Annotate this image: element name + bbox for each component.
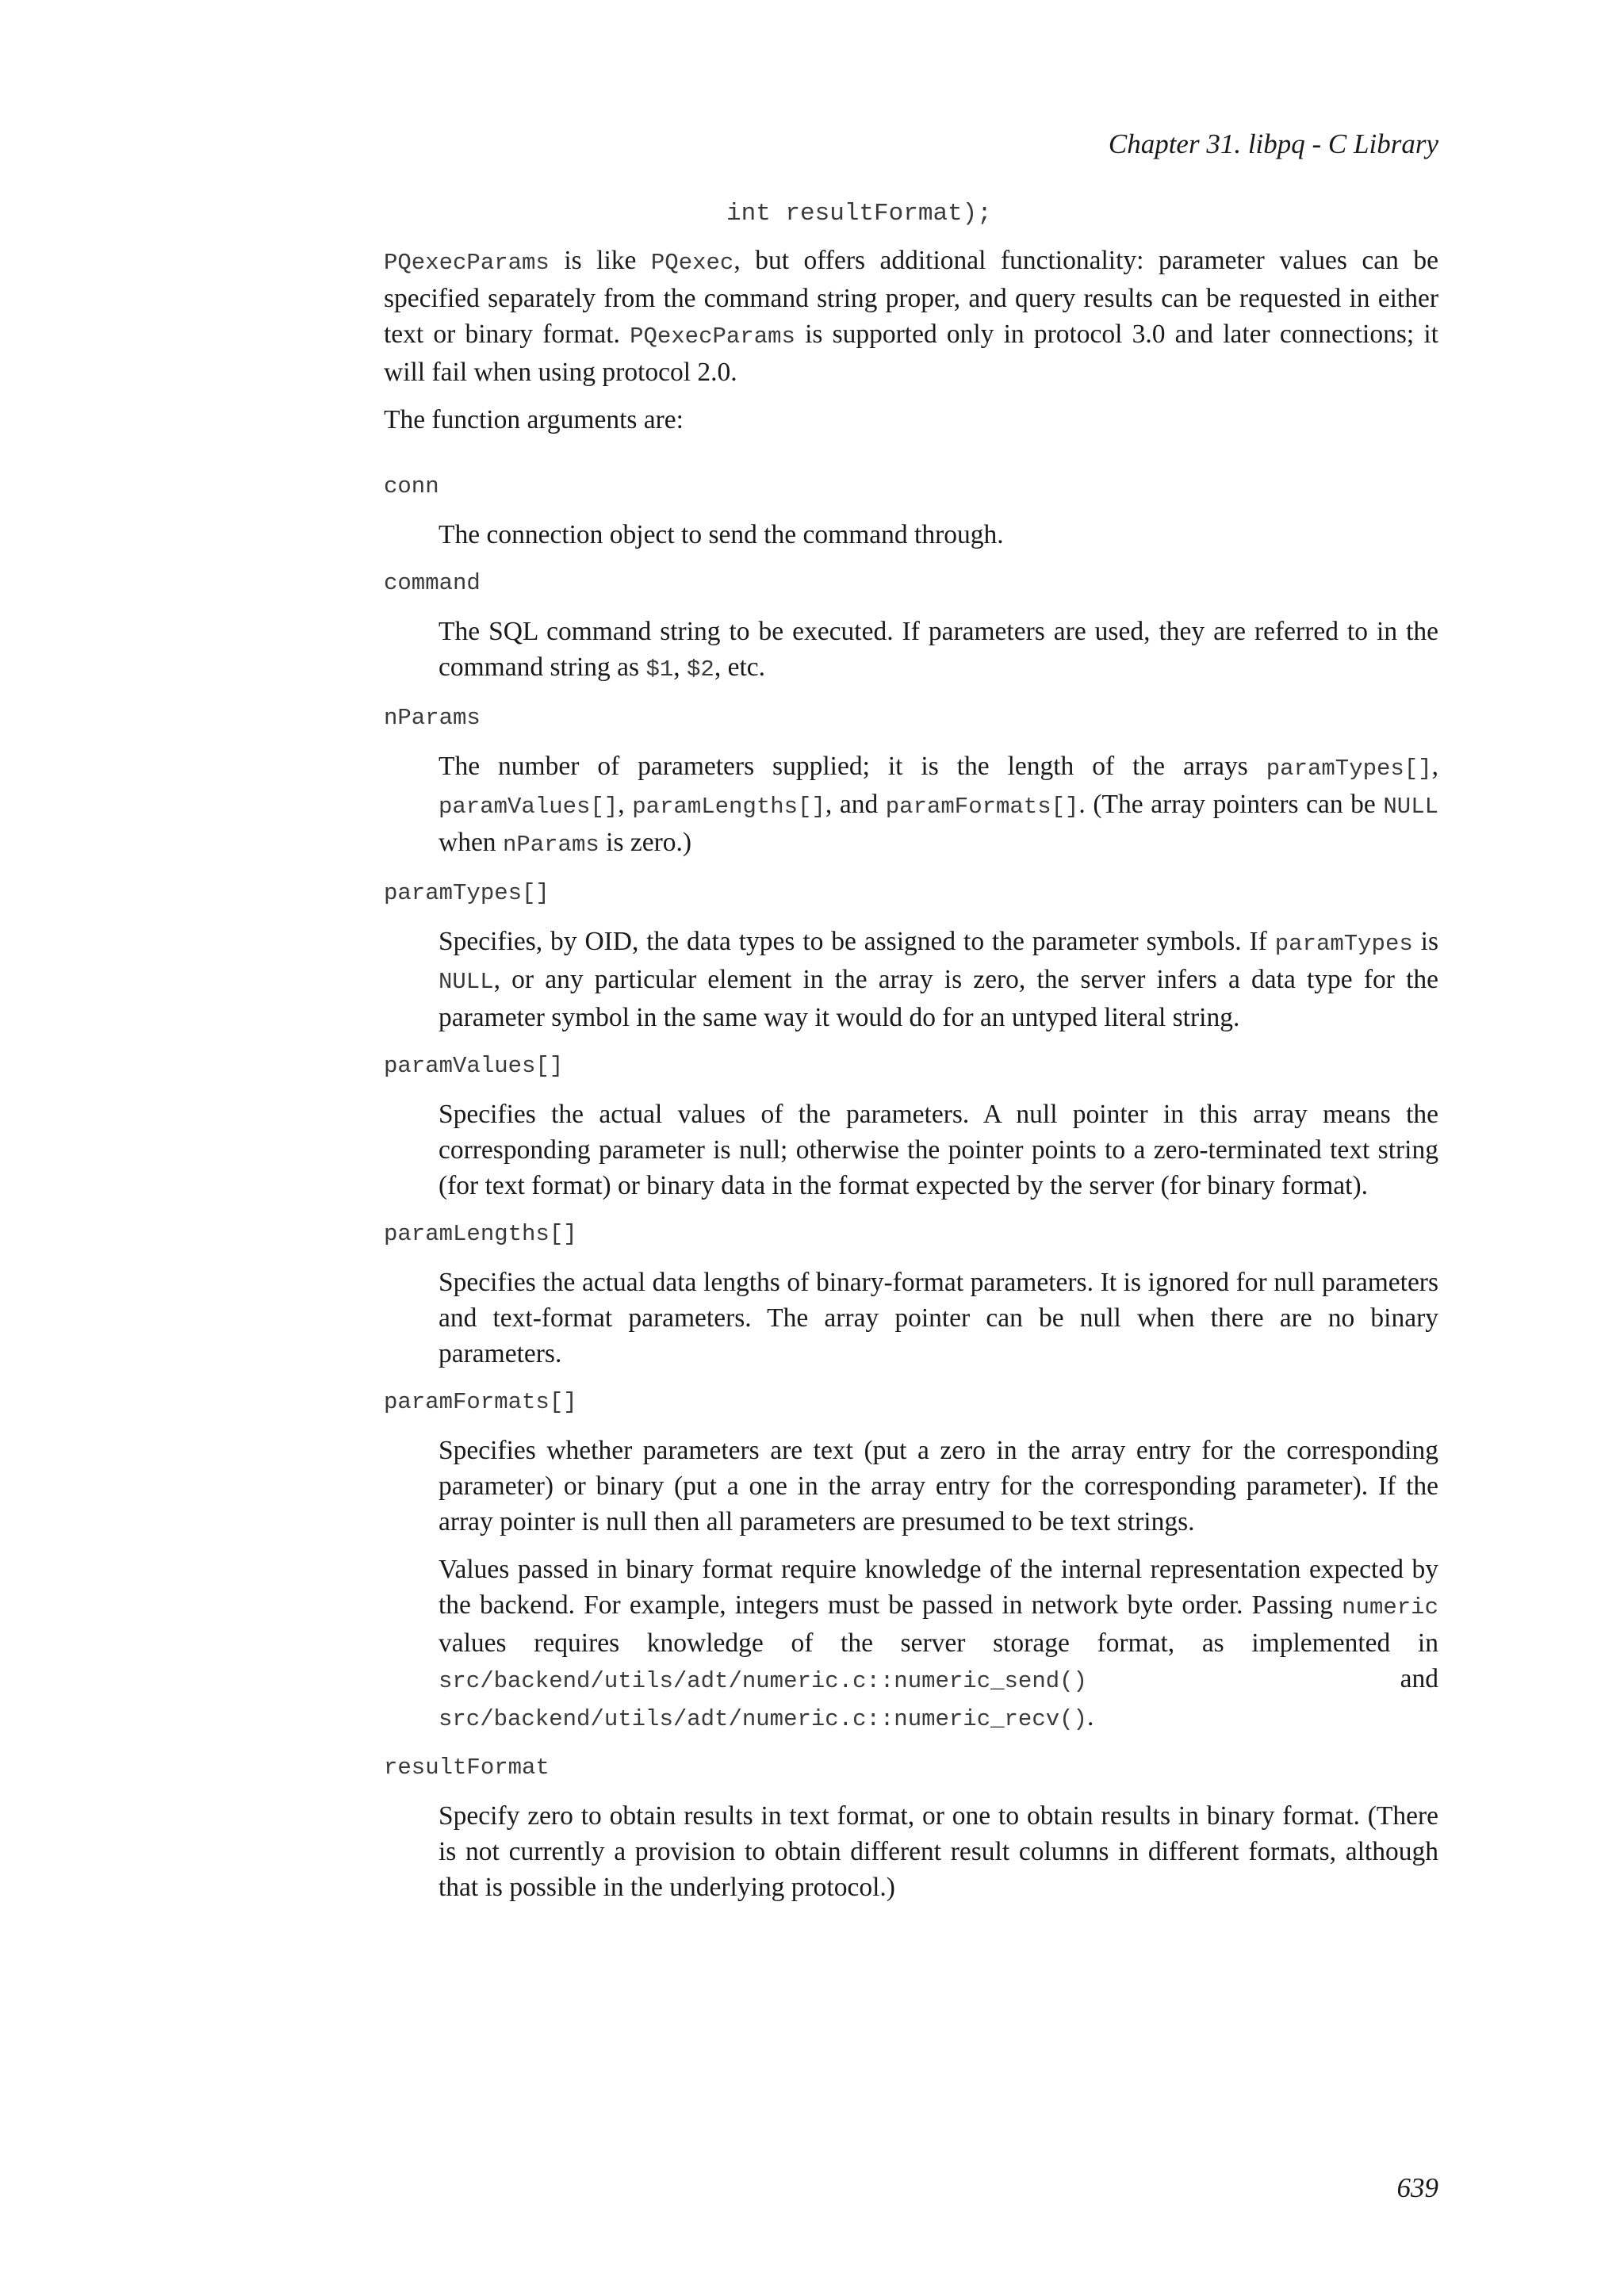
intro-paragraph: PQexecParams is like PQexec, but offers additional functionality: parameter values can be specified separately from the command string proper, and query results can be requested in either text or binary format. PQexecParams is supported only in protocol 3.0 and later connections; it will fail when using protocol 2.0. [384,246,1439,387]
argument-term-conn: conn [384,473,439,499]
argument-desc-paramformats: Specifies whether parameters are text (put a zero in the array entry for the corresponding parameter) or binary (put a one in the array entry for the corresponding parameter). If the array pointer is null then all parameters are presumed to be text strings. Values passed in binary format require knowledge of the internal representation expected by the backend. For example, integers must be passed in network byte order. Passing numeric values requires knowledge of the server storage format, as implemented in src/backend/utils/adt/numeric.c::numeric_send() and src/backend/utils/adt/numeric.c::numeric_recv(). [439,1436,1438,1732]
arguments-lead: The function arguments are: [384,405,684,434]
argument-desc-resultformat: Specify zero to obtain results in text format, or one to obtain results in binary format. (There is not currently a provision to obtain different result columns in different formats, although that is possible in the underlying protocol.) [439,1801,1438,1902]
running-header: Chapter 31. libpq - C Library [1108,128,1438,159]
main-content [384,243,1438,1920]
function-signature-tail: int resultFormat); [726,200,992,228]
argument-term-resultformat: resultFormat [384,1755,550,1781]
argument-term-paramvalues: paramValues[] [384,1053,564,1079]
function-name: PQexecParams [630,323,795,350]
argument-desc-command: The SQL command string to be executed. If parameters are used, they are referred to in the command string as $1, $2, etc. [439,617,1438,683]
argument-desc-paramvalues: Specifies the actual values of the parameters. A null pointer in this array means the corresponding parameter is null; otherwise the pointer points to a zero-terminated text string (for text format) or binary data in the format expected by the server (for binary format). [439,1100,1438,1200]
function-name: PQexec [650,250,734,276]
argument-desc-nparams: The number of parameters supplied; it is the length of the arrays paramTypes[], paramValues[], paramLengths[], and paramFormats[]. (The array pointers can be NULL when nParams is zero.) [439,752,1439,858]
argument-desc-conn: The connection object to send the command through. [439,520,1004,549]
argument-list [384,471,1438,1905]
argument-term-paramlengths: paramLengths[] [384,1221,577,1247]
argument-term-paramformats: paramFormats[] [384,1389,577,1415]
argument-term-command: command [384,570,481,596]
argument-desc-paramlengths: Specifies the actual data lengths of binary-format parameters. It is ignored for null parameters and text-format parameters. The array pointer can be null when there are no binary parameters. [439,1268,1438,1368]
page-number: 639 [1396,2172,1438,2203]
document-page [384,0,1438,2296]
argument-term-paramtypes: paramTypes[] [384,880,550,906]
function-name: PQexecParams [384,250,550,276]
argument-desc-paramtypes: Specifies, by OID, the data types to be assigned to the parameter symbols. If paramTypes is NULL, or any particular element in the array is zero, the server infers a data type for the parameter symbol in the same way it would do for an untyped literal string. [439,927,1438,1032]
argument-term-nparams: nParams [384,705,481,731]
